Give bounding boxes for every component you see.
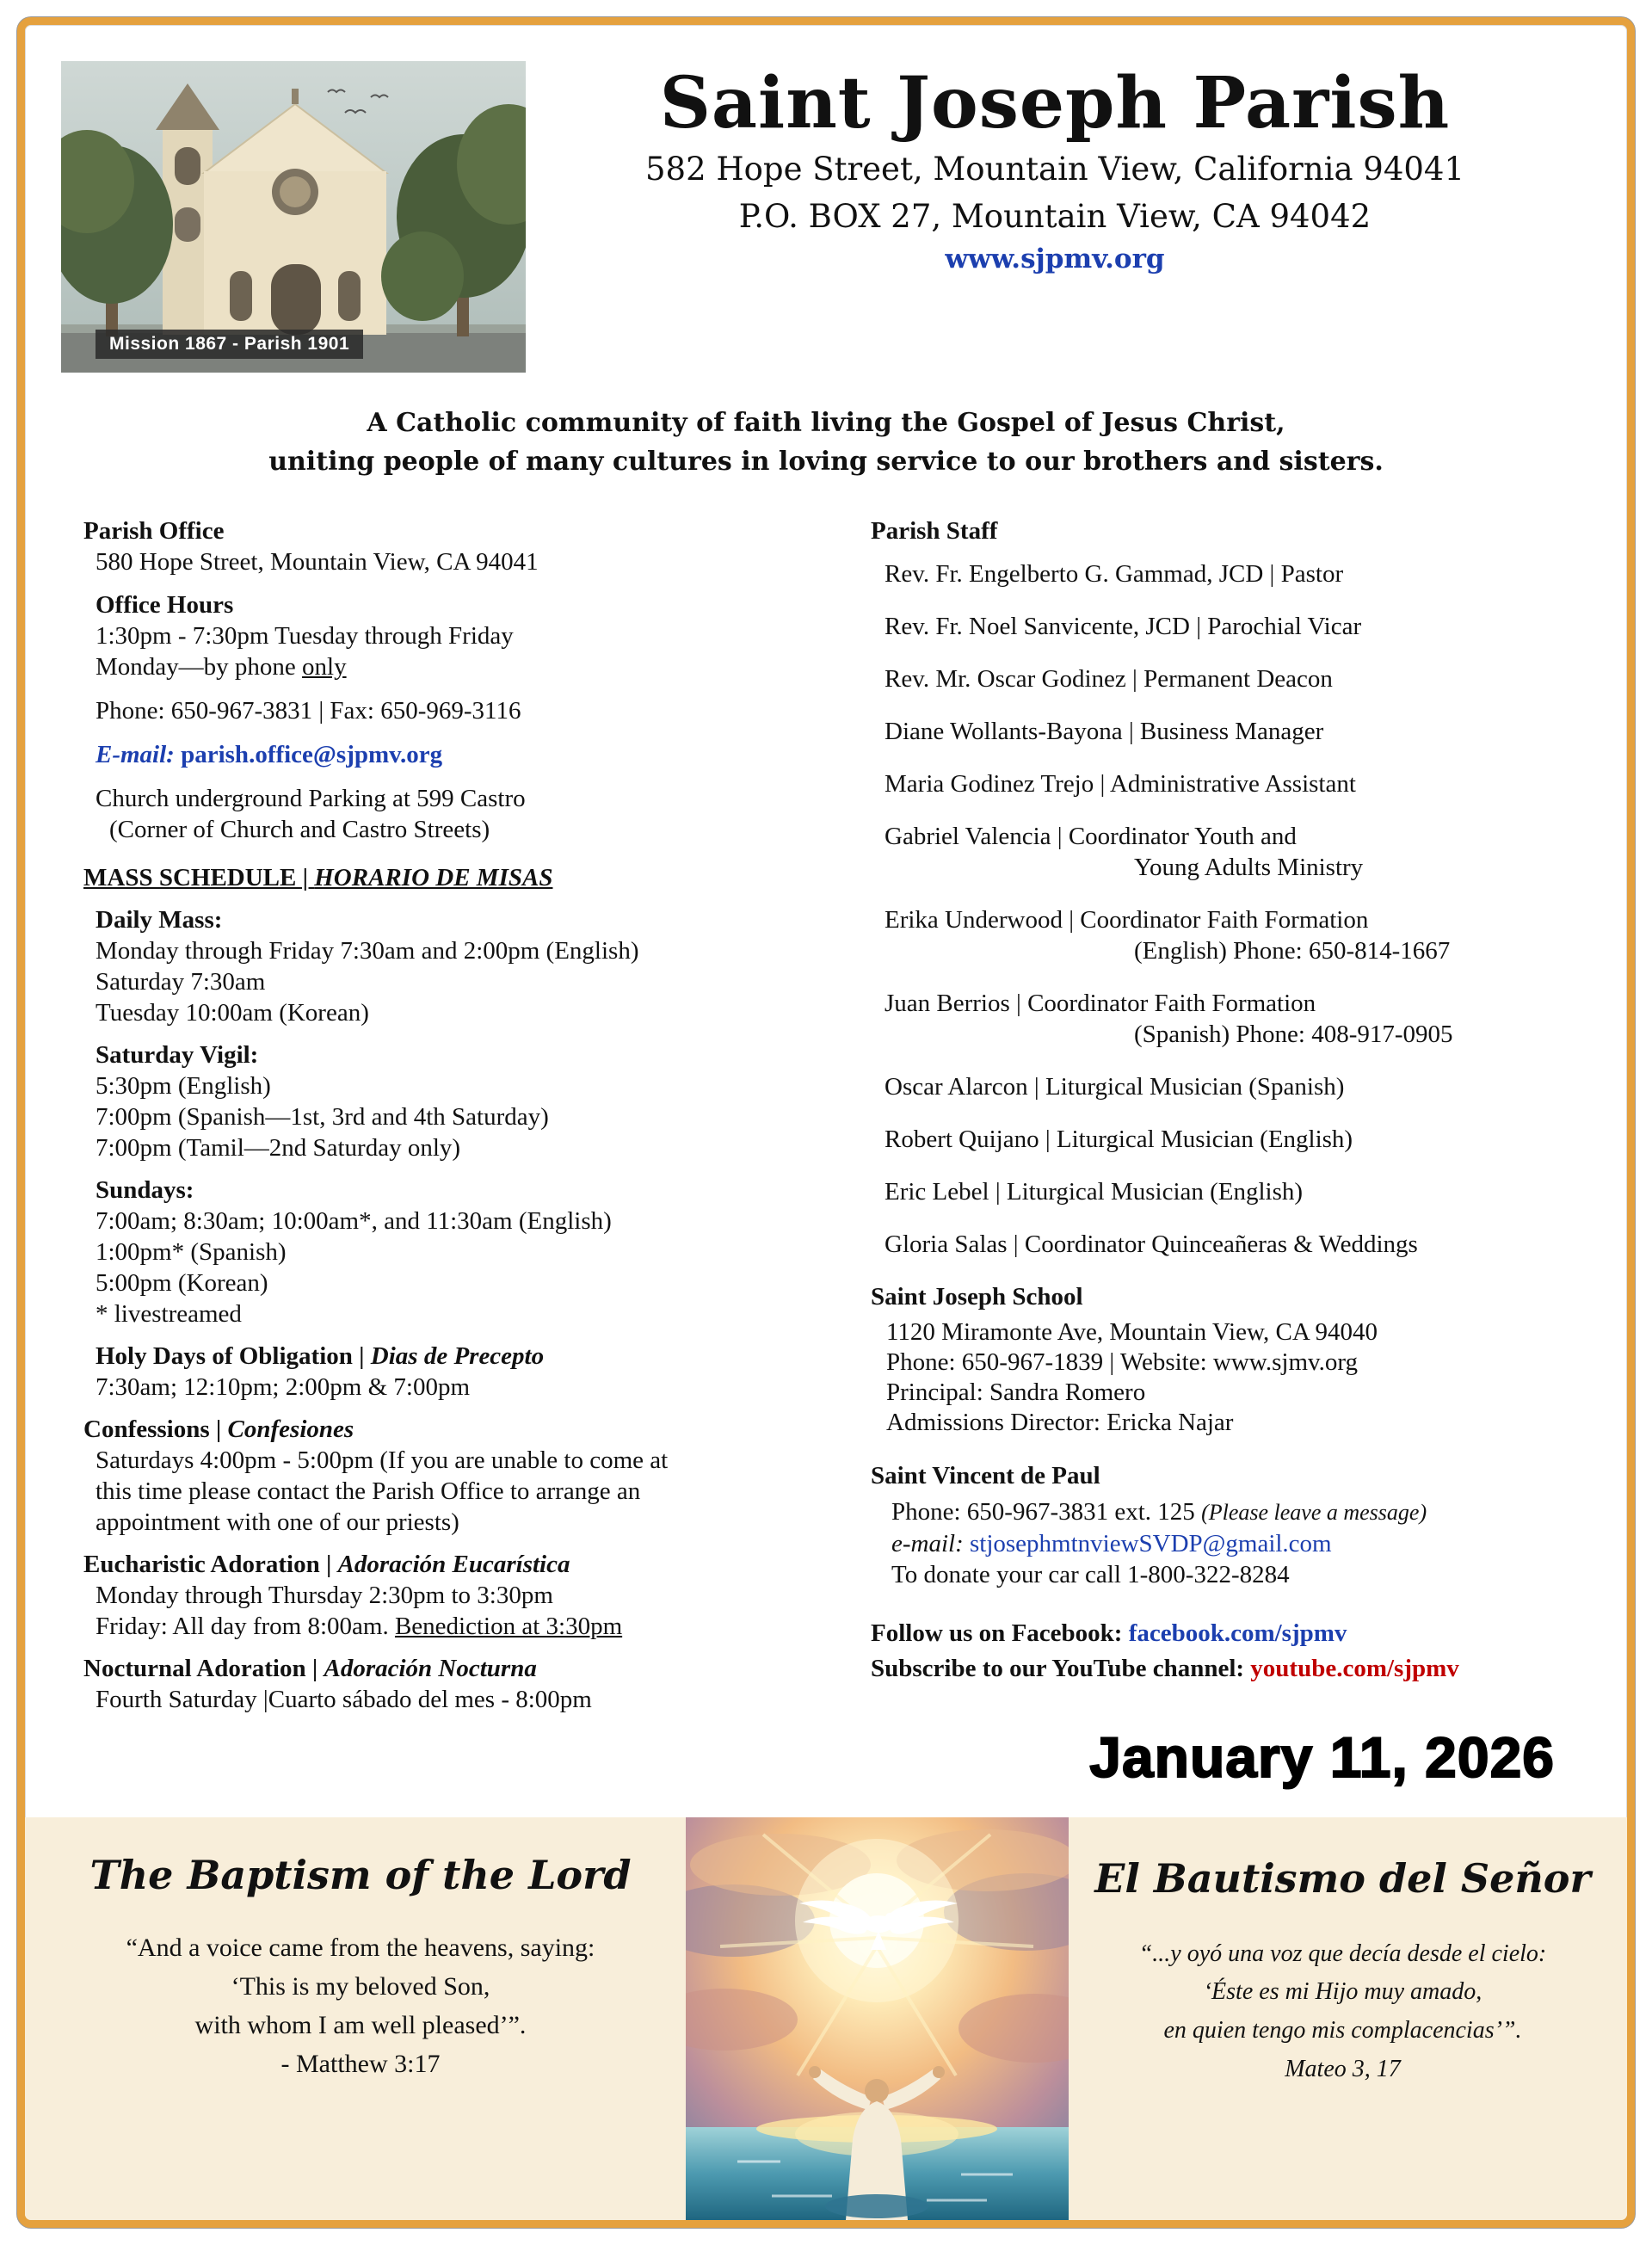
- facebook-label: Follow us on Facebook:: [871, 1619, 1129, 1647]
- bottom-panel: [25, 1817, 1627, 2220]
- office-hours-line-1: 1:30pm - 7:30pm Tuesday through Friday: [96, 622, 514, 650]
- photo-caption: Mission 1867 - Parish 1901: [96, 330, 363, 359]
- nocturnal-adoration: Nocturnal Adoration | Adoración Nocturna Fourth Saturday |Cuarto sábado del mes - 8:00pm: [83, 1655, 592, 1713]
- baptism-quote-spanish: “...y oyó una voz que decía desde el cielo: ‘Éste es mi Hijo muy amado, en quien tengo mis complacencias’”. Mateo 3, 17: [1138, 1940, 1547, 2082]
- left-column: [83, 515, 823, 1759]
- staff-member: Rev. Fr. Noel Sanvicente, JCD | Parochial Vicar: [885, 613, 1362, 640]
- mission-line-1: A Catholic community of faith living the Gospel of Jesus Christ,: [367, 408, 1285, 438]
- social-links: [871, 1616, 1593, 1687]
- staff-member: Rev. Mr. Oscar Godinez | Permanent Deacon: [885, 665, 1333, 693]
- staff-member: Eric Lebel | Liturgical Musician (English): [885, 1178, 1304, 1206]
- sundays: Sundays: 7:00am; 8:30am; 10:00am*, and 11:30am (English) 1:00pm* (Spanish) 5:00pm (Korean) * livestreamed: [96, 1176, 612, 1328]
- staff-member: Maria Godinez Trejo | Administrative Assistant: [885, 770, 1356, 798]
- school-section: Saint Joseph School 1120 Miramonte Ave, Mountain View, CA 94040 Phone: 650-967-1839 | Website: www.sjmv.org Principal: Sandra Romero Admissions Director: Ericka Najar: [871, 1281, 1593, 1438]
- right-column: [823, 515, 1593, 1759]
- parish-office-heading: Parish Office: [83, 517, 225, 545]
- header: [25, 25, 1627, 373]
- daily-mass: Daily Mass: Monday through Friday 7:30am and 2:00pm (English) Saturday 7:30am Tuesday 10:00am (Korean): [96, 906, 639, 1027]
- parking-line-1: Church underground Parking at 599 Castro: [96, 785, 526, 812]
- confessions: Confessions | Confesiones Saturdays 4:00pm - 5:00pm (If you are unable to come at this time please contact the Parish Office to arrange an appointment with one of our priests): [83, 1415, 669, 1536]
- baptism-title-english: The Baptism of the Lord: [89, 1852, 632, 1898]
- phone-fax-line: Phone: 650-967-3831 | Fax: 650-969-3116: [96, 697, 521, 725]
- mass-schedule-section: [83, 862, 823, 1715]
- staff-member: Juan Berrios | Coordinator Faith Formation (Spanish) Phone: 408-917-0905: [885, 990, 1453, 1048]
- bulletin-page: [17, 17, 1635, 2228]
- baptism-english-panel: [25, 1817, 686, 2220]
- eucharistic-adoration: Eucharistic Adoration | Adoración Eucarística Monday through Thursday 2:30pm to 3:30pm Friday: All day from 8:00am. Benediction at 3:30pm: [83, 1551, 623, 1640]
- svdp-heading: Saint Vincent de Paul: [871, 1462, 1100, 1489]
- address-line-2: P.O. BOX 27, Mountain View, CA 94042: [738, 198, 1372, 236]
- mission-statement: [25, 404, 1627, 481]
- date-banner: January 11, 2026: [1089, 1725, 1555, 1789]
- holy-days: Holy Days of Obligation | Dias de Precepto 7:30am; 12:10pm; 2:00pm & 7:00pm: [96, 1342, 545, 1401]
- parish-staff-list: [871, 558, 1593, 1260]
- parish-office-section: [83, 515, 823, 845]
- staff-member: Gabriel Valencia | Coordinator Youth and Young Adults Ministry: [885, 823, 1364, 881]
- baptism-spanish-panel: [1069, 1817, 1627, 2220]
- office-hours-line-2: Monday—by phone only: [96, 653, 347, 681]
- address-line-1: 582 Hope Street, Mountain View, California 94041: [644, 151, 1464, 188]
- svdp-email-line: e-mail: stjosephmtnviewSVDP@gmail.com: [891, 1530, 1332, 1557]
- svdp-section: [871, 1460, 1593, 1590]
- office-hours-heading: Office Hours: [96, 591, 234, 619]
- parish-staff-heading: Parish Staff: [871, 517, 998, 545]
- church-photo-image: [61, 61, 526, 373]
- staff-member: Gloria Salas | Coordinator Quinceañeras & Weddings: [885, 1230, 1418, 1258]
- staff-member: Rev. Fr. Engelberto G. Gammad, JCD | Pastor: [885, 560, 1344, 588]
- email-line: [83, 739, 823, 770]
- svdp-email-link[interactable]: stjosephmtnviewSVDP@gmail.com: [970, 1530, 1332, 1557]
- parking-line-2: (Corner of Church and Castro Streets): [109, 816, 490, 843]
- staff-member: Robert Quijano | Liturgical Musician (English): [885, 1126, 1353, 1153]
- svdp-donate-line: To donate your car call 1-800-322-8284: [891, 1561, 1290, 1588]
- facebook-link[interactable]: facebook.com/sjpmv: [1128, 1619, 1347, 1647]
- page-title: Saint Joseph Parish: [659, 62, 1451, 145]
- staff-member: Erika Underwood | Coordinator Faith Formation (English) Phone: 650-814-1667: [885, 906, 1451, 965]
- mission-line-2: uniting people of many cultures in loving service to our brothers and sisters.: [268, 447, 1384, 477]
- svdp-phone-line: Phone: 650-967-3831 ext. 125 (Please leave a message): [891, 1498, 1427, 1526]
- saturday-vigil: Saturday Vigil: 5:30pm (English) 7:00pm (Spanish—1st, 3rd and 4th Saturday) 7:00pm (Tamil—2nd Saturday only): [96, 1041, 549, 1162]
- baptism-artwork: [686, 1817, 1069, 2220]
- youtube-line: [871, 1651, 1593, 1687]
- youtube-label: Subscribe to our YouTube channel:: [871, 1655, 1251, 1682]
- website-link[interactable]: www.sjpmv.org: [945, 244, 1165, 275]
- baptism-title-spanish: El Bautismo del Señor: [1094, 1855, 1591, 1902]
- church-photo: [61, 61, 526, 373]
- masthead: [526, 61, 1584, 373]
- email-link[interactable]: parish.office@sjpmv.org: [181, 741, 443, 768]
- school-heading: Saint Joseph School: [871, 1283, 1083, 1311]
- baptism-quote-english: “And a voice came from the heavens, saying: ‘This is my beloved Son, with whom I am well pleased’”. - Matthew 3:17: [126, 1933, 595, 2078]
- main-columns: [83, 515, 1593, 1759]
- parish-office-address: 580 Hope Street, Mountain View, CA 94041: [96, 548, 539, 576]
- staff-member: Diane Wollants-Bayona | Business Manager: [885, 718, 1324, 745]
- facebook-line: [871, 1616, 1593, 1651]
- mass-schedule-heading: MASS SCHEDULE | HORARIO DE MISAS: [83, 864, 553, 891]
- youtube-link[interactable]: youtube.com/sjpmv: [1250, 1655, 1459, 1682]
- staff-member: Oscar Alarcon | Liturgical Musician (Spanish): [885, 1073, 1345, 1101]
- baptism-artwork-image: [686, 1817, 1069, 2220]
- email-label: E-mail:: [96, 741, 182, 768]
